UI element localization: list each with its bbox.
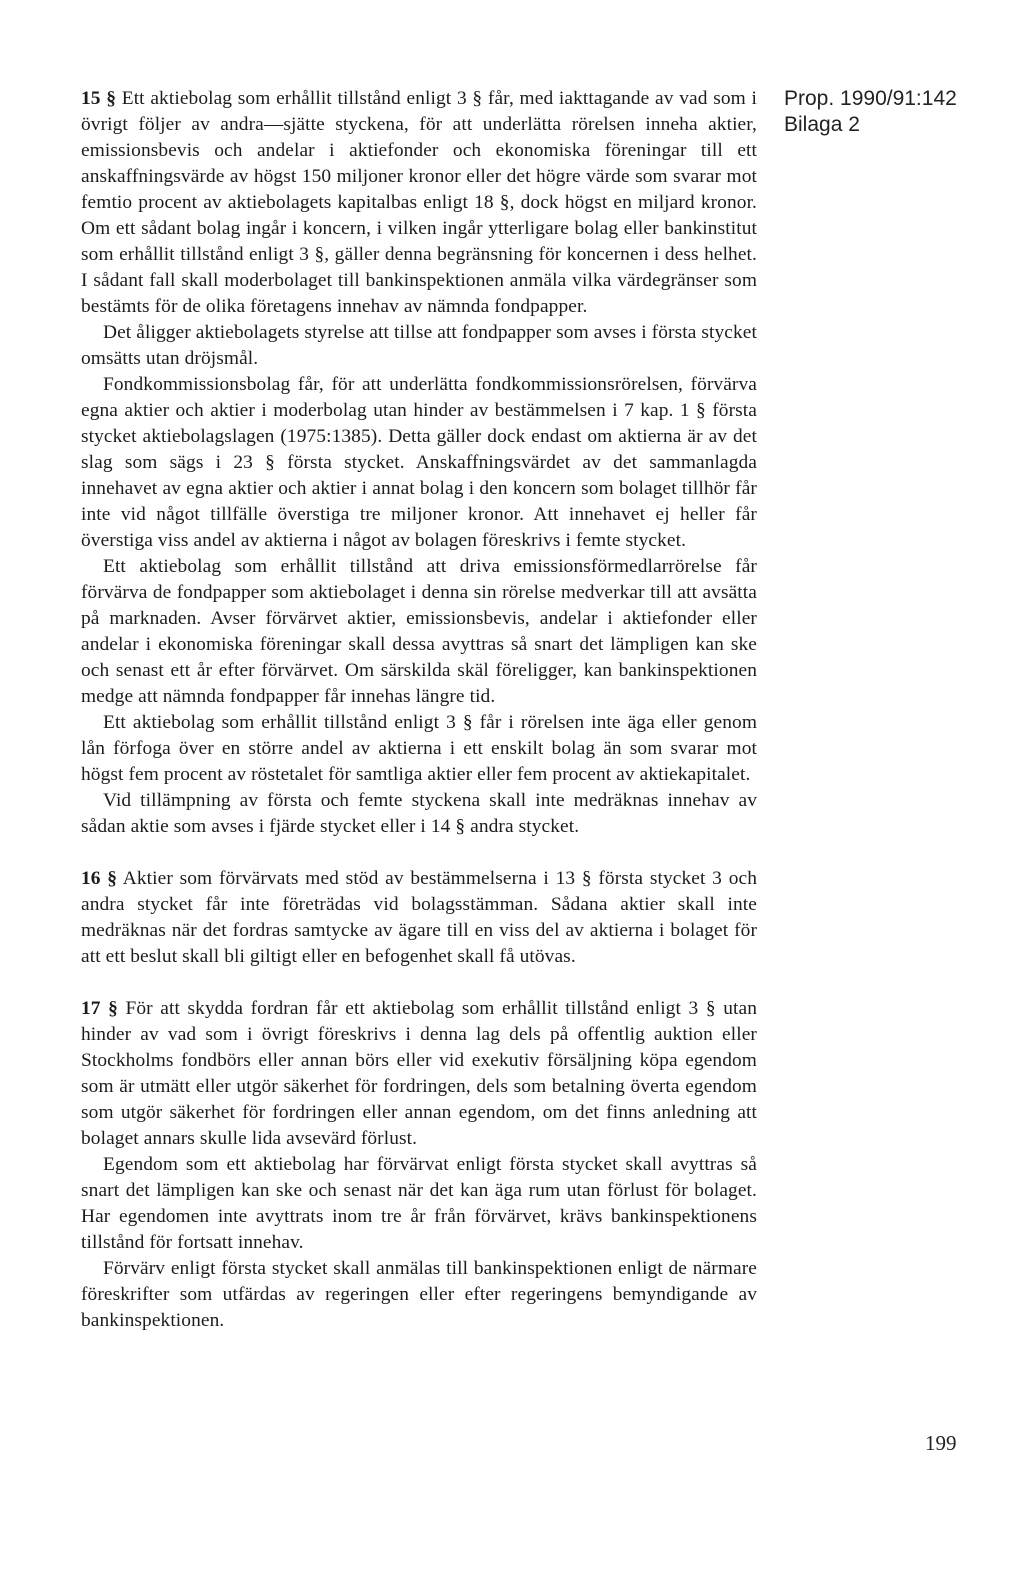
paragraph-17-2: Egendom som ett aktiebolag har förvärvat enligt första stycket skall avyttras så snart det lämpligen kan ske och senast när det kan äga rum utan förlust för bolaget. Har egendomen inte avyttrats inom tre år från förvärvet, krävs bankinspektionens tillstånd för fortsatt innehav. <box>81 1154 757 1253</box>
paragraph-15-1 <box>81 86 757 320</box>
paragraph-text: För att skydda fordran får ett aktiebolag som erhållit tillstånd enligt 3 § utan hinder av vad som i övrigt föreskrivs i denna lag dels på offentlig auktion eller Stockholms fondbörs eller annan börs eller vid exekutiv försäljning köpa egendom som är utmätt eller utgör säkerhet för fordringen, dels som betalning överta egendom som utgör säkerhet för fordringen eller annan egendom, om det finns anledning att bolaget annars skulle lida avsevärd förlust. <box>81 998 757 1149</box>
paragraph-15-2: Det åligger aktiebolagets styrelse att tillse att fondpapper som avses i första stycket omsätts utan dröjsmål. <box>81 322 757 369</box>
paragraph-15-4: Ett aktiebolag som erhållit tillstånd att driva emissionsförmedlarrörelse får förvärva de fondpapper som aktiebolaget i denna sin rörelse medverkar till att avsätta på marknaden. Avser förvärvet aktier, emissionsbevis, andelar i aktiefonder eller andelar i ekonomiska föreningar skall dessa avyttras så snart det lämpligen kan ske och senast ett år efter förvärvet. Om särskilda skäl föreligger, kan bankinspektionen medge att nämnda fondpapper får innehas längre tid. <box>81 556 757 707</box>
section-number-17: 17 § <box>81 998 118 1019</box>
paragraph-16-1 <box>81 866 757 970</box>
paragraph-text: Aktier som förvärvats med stöd av bestämmelserna i 13 § första stycket 3 och andra stycket får inte företrädas vid bolagsstämman. Sådana aktier skall inte medräknas när det fordras samtycke av ägare till en viss del av aktierna i bolaget för att ett beslut skall bli giltigt eller en befogenhet skall få utövas. <box>81 868 757 967</box>
bilaga-label: Bilaga 2 <box>784 113 860 136</box>
main-text-column <box>81 86 757 1334</box>
side-header <box>784 86 957 138</box>
paragraph-text: Ett aktiebolag som erhållit tillstånd enligt 3 § får, med iakttagande av vad som i övrigt följer av andra—sjätte styckena, för att underlätta rörelsen inneha aktier, emissionsbevis och andelar i aktiefonder och ekonomiska föreningar till ett anskaffningsvärde av högst 150 miljoner kronor eller det högre värde som svarar mot femtio procent av aktiebolagets kapitalbas enligt 18 §, dock högst en miljard kronor. Om ett sådant bolag ingår i koncern, i vilken ingår ytterligare bolag eller bankinstitut som erhållit tillstånd enligt 3 §, gäller denna begränsning för koncernen i dess helhet. I sådant fall skall moderbolaget till bankinspektionen anmäla vilka värdegränser som bestämts för de olika företagens innehav av nämnda fondpapper. <box>81 88 757 317</box>
paragraph-15-3: Fondkommissionsbolag får, för att underlätta fondkommissionsrörelsen, förvärva egna aktier och aktier i moderbolag utan hinder av bestämmelsen i 7 kap. 1 § första stycket aktiebolagslagen (1975:1385). Detta gäller dock endast om aktierna är av det slag som sägs i 23 § första stycket. Anskaffningsvärdet av det sammanlagda innehavet av egna aktier och aktier i annat bolag i den koncern som bolaget tillhör får inte vid något tillfälle överstiga tre miljoner kronor. Att innehavet ej heller får överstiga viss andel av aktierna i något av bolagen föreskrivs i femte stycket. <box>81 374 757 551</box>
paragraph-17-3: Förvärv enligt första stycket skall anmälas till bankinspektionen enligt de närmare föreskrifter som utfärdas av regeringen eller efter regeringens bemyndigande av bankinspektionen. <box>81 1258 757 1331</box>
paragraph-15-5: Ett aktiebolag som erhållit tillstånd enligt 3 § får i rörelsen inte äga eller genom lån förfoga över en större andel av aktierna i ett enskilt bolag än som svarar mot högst fem procent av röstetalet för samtliga aktier eller fem procent av aktiekapitalet. <box>81 712 757 785</box>
page-number: 199 <box>925 1431 957 1455</box>
section-number-15: 15 § <box>81 88 117 109</box>
proposition-reference: Prop. 1990/91:142 <box>784 87 957 110</box>
section-number-16: 16 § <box>81 868 118 889</box>
paragraph-15-6: Vid tillämpning av första och femte styckena skall inte medräknas innehav av sådan aktie som avses i fjärde stycket eller i 14 § andra stycket. <box>81 790 757 837</box>
paragraph-17-1 <box>81 996 757 1152</box>
